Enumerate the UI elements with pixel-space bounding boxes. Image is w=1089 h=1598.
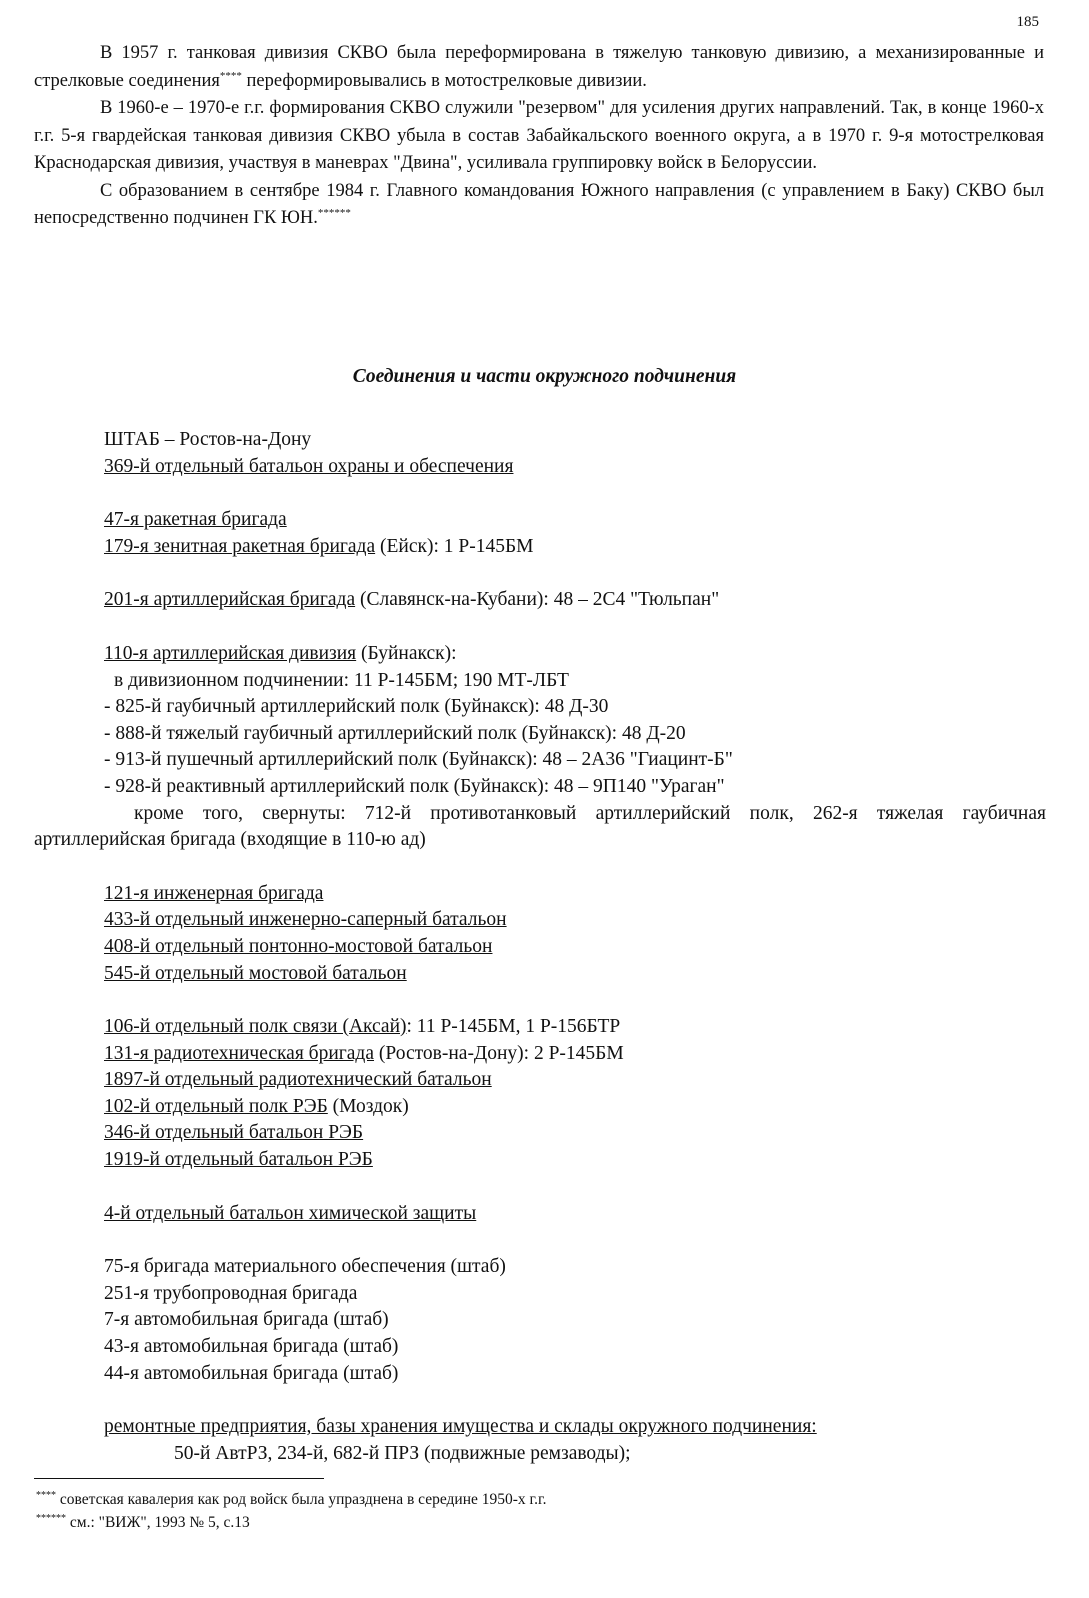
- unit-name: 1897-й отдельный радиотехнический батальон: [104, 1069, 492, 1091]
- unit-line: [34, 454, 1046, 481]
- unit-line: 75-я бригада материального обеспечения (штаб): [104, 1256, 506, 1278]
- unit-name: 121-я инженерная бригада: [104, 882, 324, 904]
- unit-line: [34, 1014, 1046, 1041]
- unit-name: 201-я артиллерийская бригада: [104, 589, 356, 611]
- footnote-text: советская кавалерия как род войск была упразднена в середине 1950-х г.г.: [56, 1491, 547, 1508]
- unit-line: [34, 881, 1046, 908]
- p1-text-b: переформировывались в мотострелковые дивизии.: [241, 70, 647, 91]
- unit-name: 110-я артиллерийская дивизия: [104, 642, 357, 664]
- unit-line: [34, 1120, 1046, 1147]
- paragraph-3: [34, 178, 1044, 233]
- footnote-mark: ******: [36, 1513, 66, 1524]
- subunit-line: - 888-й тяжелый гаубичный артиллерийский полк (Буйнакск): 48 Д-20: [104, 722, 686, 744]
- unit-name: ремонтные предприятия, базы хранения имущества и склады окружного подчинения:: [104, 1416, 817, 1438]
- subunit-line: - 825-й гаубичный артиллерийский полк (Буйнакск): 48 Д-30: [104, 696, 609, 718]
- footnote-6: [36, 1511, 547, 1534]
- paragraph-1: [34, 40, 1044, 95]
- unit-name: 102-й отдельный полк РЭБ: [104, 1095, 328, 1117]
- unit-line: [34, 507, 1046, 534]
- subunit-line: в дивизионном подчинении: 11 Р-145БМ; 190 МТ-ЛБТ: [114, 669, 569, 691]
- intro-text: [34, 40, 1044, 233]
- page-number: 185: [1016, 14, 1039, 30]
- footnote-text: см.: "ВИЖ", 1993 № 5, с.13: [66, 1514, 250, 1531]
- unit-name: 433-й отдельный инженерно-саперный батальон: [104, 909, 507, 931]
- unit-line: 43-я автомобильная бригада (штаб): [104, 1336, 399, 1358]
- unit-name: 106-й отдельный полк связи (Аксай): [104, 1016, 407, 1038]
- unit-name: 4-й отдельный батальон химической защиты: [104, 1202, 477, 1224]
- p1-text-a: В 1957 г. танковая дивизия СКВО была переформирована в тяжелую танковую дивизию, а механизированные и стрелковые соединения: [34, 43, 1044, 91]
- p3-text: С образованием в сентябре 1984 г. Главного командования Южного направления (с управлением в Баку) СКВО был непосредственно подчинен ГК ЮН.: [34, 180, 1044, 228]
- unit-line: [34, 961, 1046, 988]
- subunit-line: 50-й АвтРЗ, 234-й, 682-й ПРЗ (подвижные ремзаводы);: [174, 1442, 631, 1464]
- unit-line: 7-я автомобильная бригада (штаб): [104, 1309, 389, 1331]
- footnote-ref-6: ******: [317, 207, 351, 219]
- unit-line: [34, 1147, 1046, 1174]
- unit-line: [34, 1414, 1046, 1441]
- unit-line: [34, 1094, 1046, 1121]
- unit-line: [34, 1201, 1046, 1228]
- unit-name: 346-й отдельный батальон РЭБ: [104, 1122, 364, 1144]
- footnote-ref-4: ****: [219, 69, 242, 82]
- subunit-line: - 928-й реактивный артиллерийский полк (Буйнакск): 48 – 9П140 "Ураган": [104, 775, 725, 797]
- unit-name: 47-я ракетная бригада: [104, 509, 287, 531]
- unit-line: [34, 907, 1046, 934]
- unit-details: (Славянск-на-Кубани): 48 – 2С4 "Тюльпан": [355, 589, 720, 611]
- footnote-divider: [34, 1478, 324, 1479]
- footnote-4: [36, 1488, 547, 1511]
- units-list: [34, 427, 1046, 1467]
- unit-name: 131-я радиотехническая бригада: [104, 1042, 375, 1064]
- hq-line: ШТАБ – Ростов-на-Дону: [104, 429, 312, 450]
- unit-details: (Ростов-на-Дону): 2 Р-145БМ: [374, 1042, 624, 1064]
- unit-line: [34, 1041, 1046, 1068]
- subunit-line: - 913-й пушечный артиллерийский полк (Буйнакск): 48 – 2А36 "Гиацинт-Б": [104, 749, 733, 771]
- unit-line: [34, 1067, 1046, 1094]
- footnotes: [36, 1488, 547, 1534]
- unit-line: 44-я автомобильная бригада (штаб): [104, 1362, 399, 1384]
- footnote-mark: ****: [36, 1490, 56, 1501]
- note-paragraph: кроме того, свернуты: 712-й противотанковый артиллерийский полк, 262-я тяжелая гаубичная артиллерийская бригада (входящие в 110-ю ад): [34, 802, 1046, 851]
- unit-details: (Ейск): 1 Р-145БМ: [375, 535, 534, 557]
- unit-name: 545-й отдельный мостовой батальон: [104, 962, 407, 984]
- unit-name: 369-й отдельный батальон охраны и обеспечения: [104, 455, 514, 477]
- paragraph-2: В 1960-е – 1970-е г.г. формирования СКВО служили "резервом" для усиления других направлений. Так, в конце 1960-х г.г. 5-я гвардейская танковая дивизия СКВО убыла в состав Забайкальского военного округа, а в 1970 г. 9-я мотострелковая Краснодарская дивизия, участвуя в маневрах "Двина", усиливала группировку войск в Белоруссии.: [34, 98, 1044, 173]
- unit-details: : 11 Р-145БМ, 1 Р-156БТР: [406, 1016, 621, 1038]
- unit-details: (Буйнакск):: [356, 642, 457, 664]
- unit-name: 179-я зенитная ракетная бригада: [104, 535, 376, 557]
- unit-line: 251-я трубопроводная бригада: [104, 1282, 358, 1304]
- unit-line: [34, 534, 1046, 561]
- unit-line: [34, 934, 1046, 961]
- section-title: Соединения и части окружного подчинения: [352, 366, 737, 387]
- unit-line: [34, 587, 1046, 614]
- unit-line: [34, 641, 1046, 668]
- unit-name: 1919-й отдельный батальон РЭБ: [104, 1149, 373, 1171]
- unit-details: (Моздок): [327, 1095, 409, 1117]
- unit-name: 408-й отдельный понтонно-мостовой батальон: [104, 935, 493, 957]
